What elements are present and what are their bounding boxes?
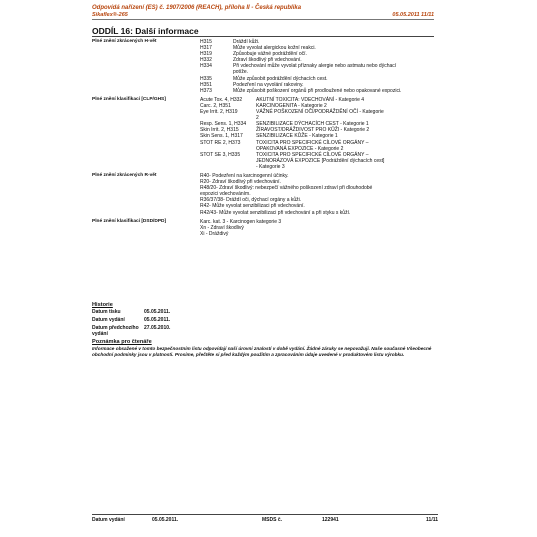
clp-text: TOXICITA PRO SPECIFICKÉ CÍLOVÉ ORGÁNY – bbox=[256, 139, 369, 146]
r-phrase-row: R36/37/38- Dráždí oči, dýchací orgány a kůži. bbox=[200, 197, 302, 204]
clp-code: STOT SE 3, H335 bbox=[200, 151, 241, 158]
r-phrases-list bbox=[200, 173, 438, 216]
clp-text: VÁŽNÉ POŠKOZENÍ OČÍ/PODRÁŽDĚNÍ OČÍ - Kategorie bbox=[256, 109, 384, 116]
h-phrase-text: Dráždí kůži. bbox=[233, 39, 260, 45]
history-list bbox=[92, 309, 438, 337]
clp-code: Acute Tox. 4, H332 bbox=[200, 96, 243, 103]
history-key: Datum tisku bbox=[92, 309, 121, 315]
section-title: ODDÍL 16: Další informace bbox=[92, 26, 434, 37]
h-phrase-text: Může vyvolat alergickou kožní reakci. bbox=[233, 45, 316, 52]
history-key: Datum předchozího vydání bbox=[92, 325, 139, 337]
h-phrase-code: H315 bbox=[200, 39, 212, 45]
date-page: 05.05.2011 11/11 bbox=[392, 12, 434, 18]
h-phrase-code: H317 bbox=[200, 45, 212, 52]
clp-code: Eye Irrit. 2, H319 bbox=[200, 109, 238, 116]
r-phrase-row: R48/20- Zdraví škodlivý: nebezpečí vážného poškození zdraví při dlouhodobé bbox=[200, 185, 373, 192]
h-phrases-label: Plné znění zkrácených H-vět bbox=[92, 39, 157, 44]
clp-text: KARCINOGENITA - Kategorie 2 bbox=[256, 102, 327, 109]
h-phrase-code: H335 bbox=[200, 75, 212, 82]
reader-note: Informace obsažené v tomto bezpečnostním listu odpovídají naší úrovni znalostí v době vydání. Žádné záruky se nepovažují. Naše současné Všeobecné obchodní podmínky jsou v platnosti. Prosíme, přečtěte si před každým použitím a zpracováním údaje uvedené v produktovém listu výrobku. bbox=[92, 346, 432, 358]
footer-issue-label: Datum vydání bbox=[92, 517, 125, 523]
r-phrase-row: expozici vdechováním. bbox=[200, 191, 251, 198]
r-phrase-row: R42- Může vyvolat senzibilizaci při vdechování. bbox=[200, 203, 305, 210]
h-phrase-code: H334 bbox=[200, 63, 212, 70]
clp-block bbox=[92, 97, 438, 170]
clp-label: Plné znění klasifikací [CLP/GHS] bbox=[92, 96, 166, 102]
history-value: 27.05.2010. bbox=[144, 325, 171, 331]
dsd-row: Karc. kat. 3 - Karcinogen kategorie 3 bbox=[200, 218, 282, 225]
dsd-row: Xi - Dráždivý bbox=[200, 230, 229, 237]
footer-msds-label: MSDS č. bbox=[262, 517, 283, 523]
h-phrase-code: H332 bbox=[200, 57, 212, 64]
clp-text: TOXICITA PRO SPECIFICKÉ CÍLOVÉ ORGÁNY – bbox=[256, 151, 369, 158]
history-value: 05.05.2011. bbox=[144, 317, 171, 323]
footer-issue-date: 05.05.2011. bbox=[152, 517, 179, 523]
clp-text: AKUTNÍ TOXICITA: VDECHOVÁNÍ - Kategorie 4 bbox=[256, 96, 365, 103]
h-phrase-text: Může způsobit podráždění dýchacích cest. bbox=[233, 75, 328, 82]
product-name: Sikaflex®-265 bbox=[92, 12, 128, 18]
h-phrase-text: Zdraví škodlivý při vdechování. bbox=[233, 57, 302, 64]
h-phrase-code: H373 bbox=[200, 87, 212, 94]
history-section bbox=[92, 298, 438, 358]
section-body bbox=[92, 39, 438, 240]
history-row bbox=[92, 325, 438, 337]
dsd-label: Plné znění klasifikací [DSD/DPD] bbox=[92, 218, 167, 224]
h-phrase-text: potíže. bbox=[233, 69, 249, 76]
note-title: Poznámka pro čtenáře bbox=[92, 339, 152, 345]
h-phrases-block bbox=[92, 39, 438, 94]
r-phrases-label: Plné znění zkrácených R-vět bbox=[92, 172, 157, 178]
history-row bbox=[92, 309, 438, 315]
h-phrase-text: Způsobuje vážné podráždění očí. bbox=[233, 51, 307, 58]
clp-code: Skin Irrit. 2, H315 bbox=[200, 127, 239, 134]
history-value: 05.05.2011. bbox=[144, 309, 171, 315]
r-phrase-row: R42/43- Může vyvolat senzibilizaci při vdechování a při styku s kůží. bbox=[200, 209, 351, 216]
dsd-list bbox=[200, 219, 438, 237]
h-phrase-text: Při vdechování může vyvolat příznaky alergie nebo astmatu nebo dýchací bbox=[233, 63, 397, 70]
clp-text: - Kategorie 3 bbox=[256, 163, 285, 170]
clp-text: JEDNORÁZOVÁ EXPOZICE [Podráždění dýchacích cest] bbox=[256, 157, 385, 164]
clp-code: Resp. Sens. 1, H334 bbox=[200, 121, 247, 128]
history-key: Datum vydání bbox=[92, 317, 125, 323]
r-phrase-row: R40- Podezření na karcinogenní účinky. bbox=[200, 172, 289, 179]
clp-code: STOT RE 2, H373 bbox=[200, 139, 241, 146]
h-phrase-code: H351 bbox=[200, 81, 212, 88]
clp-row bbox=[200, 164, 438, 170]
h-phrase-row bbox=[200, 88, 438, 94]
clp-text: SENZIBILIZACE KŮŽE - Kategorie 1 bbox=[256, 133, 338, 140]
r-phrase-row: R20- Zdraví škodlivý při vdechování. bbox=[200, 179, 281, 186]
clp-text: ŽÍRAVOST/DRÁŽDIVOST PRO KŮŽI - Kategorie 2 bbox=[256, 127, 370, 134]
page-footer bbox=[92, 514, 438, 523]
clp-list bbox=[200, 97, 438, 170]
clp-text: SENZIBILIZACE DÝCHACÍCH CEST - Kategorie 1 bbox=[256, 121, 369, 128]
regulation-line: Odpovídá nařízení (ES) č. 1907/2006 (REACH), příloha II - Česká republika bbox=[92, 5, 302, 11]
h-phrase-text: Může způsobit poškození orgánů při prodloužené nebo opakované expozici. bbox=[233, 87, 402, 94]
dsd-block bbox=[92, 219, 438, 237]
product-row bbox=[92, 12, 434, 20]
clp-text: 2 bbox=[256, 115, 259, 122]
clp-code bbox=[200, 164, 256, 170]
clp-text: OPAKOVANÁ EXPOZICE - Kategorie 2 bbox=[256, 145, 344, 152]
h-phrase-code: H319 bbox=[200, 51, 212, 58]
history-title: Historie bbox=[92, 302, 113, 308]
footer-page: 11/11 bbox=[426, 517, 438, 523]
history-row bbox=[92, 317, 438, 323]
h-phrases-list bbox=[200, 39, 438, 94]
clp-code: Carc. 2, H351 bbox=[200, 102, 231, 109]
r-phrases-block bbox=[92, 173, 438, 216]
footer-msds-number: 122941 bbox=[322, 517, 339, 523]
h-phrase-text: Podezření na vyvolání rakoviny. bbox=[233, 81, 304, 88]
dsd-row: Xn - Zdraví škodlivý bbox=[200, 224, 244, 231]
clp-code: Skin Sens. 1, H317 bbox=[200, 133, 243, 140]
page-header bbox=[92, 4, 434, 20]
